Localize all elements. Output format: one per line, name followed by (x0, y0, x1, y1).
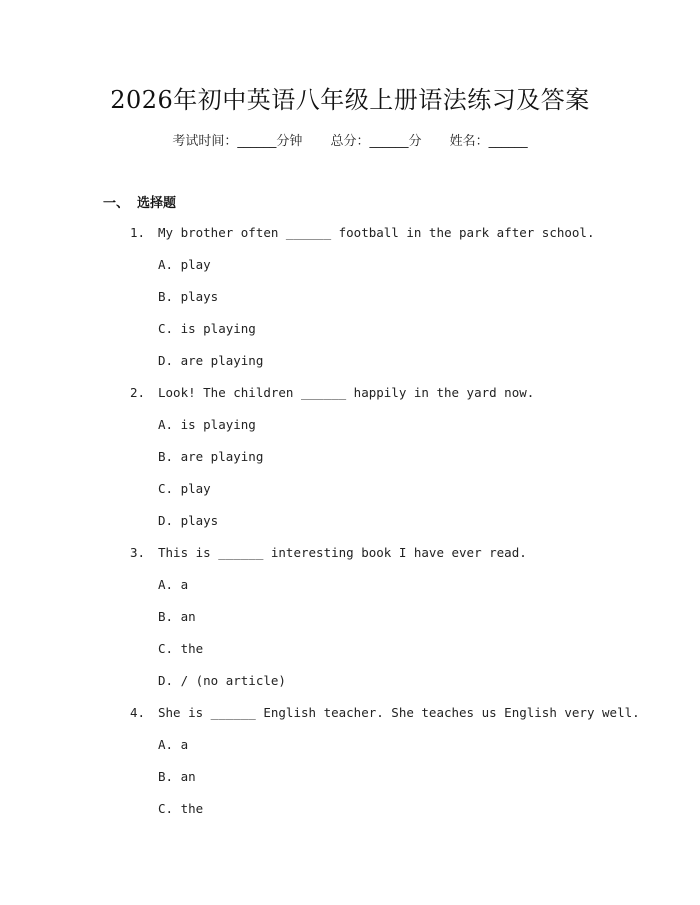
exam-meta (0, 130, 700, 149)
question-stem (0, 704, 700, 736)
option-label: A. play (158, 257, 211, 272)
question-number: 3. (130, 545, 146, 560)
answer-option (0, 448, 700, 480)
answer-option (0, 736, 700, 768)
option-label: A. is playing (158, 417, 256, 432)
question-text: This is ______ interesting book I have ever read. (158, 545, 527, 560)
section-heading (103, 192, 176, 211)
question-number: 1. (130, 225, 146, 240)
option-label: C. play (158, 481, 211, 496)
option-label: B. are playing (158, 449, 264, 464)
option-label: A. a (158, 737, 189, 752)
question-text: Look! The children ______ happily in the yard now. (158, 385, 535, 400)
question-stem (0, 384, 700, 416)
option-label: D. plays (158, 513, 219, 528)
question-text: My brother often ______ football in the park after school. (158, 225, 595, 240)
answer-option (0, 480, 700, 512)
answer-option (0, 640, 700, 672)
question-list (0, 224, 700, 832)
question-number: 2. (130, 385, 146, 400)
option-label: C. the (158, 641, 204, 656)
option-label: C. the (158, 801, 204, 816)
answer-option (0, 672, 700, 704)
question-text: She is ______ English teacher. She teaches us English very well. (158, 705, 640, 720)
answer-option (0, 608, 700, 640)
section-number: 一、 (103, 196, 130, 211)
question-stem (0, 224, 700, 256)
option-label: B. plays (158, 289, 219, 304)
question-stem (0, 544, 700, 576)
total-score-field: 总分：______分 (330, 134, 422, 149)
name-field: 姓名：______ (449, 134, 528, 149)
exam-time-field: 考试时间：______分钟 (172, 134, 303, 149)
answer-option (0, 512, 700, 544)
option-label: B. an (158, 769, 196, 784)
answer-option (0, 800, 700, 832)
answer-option (0, 416, 700, 448)
question-number: 4. (130, 705, 146, 720)
option-label: C. is playing (158, 321, 256, 336)
option-label: A. a (158, 577, 189, 592)
section-title: 选择题 (137, 196, 177, 211)
answer-option (0, 352, 700, 384)
answer-option (0, 288, 700, 320)
page-title: 2026年初中英语八年级上册语法练习及答案 (110, 86, 590, 114)
answer-option (0, 256, 700, 288)
option-label: B. an (158, 609, 196, 624)
option-label: D. / (no article) (158, 673, 286, 688)
option-label: D. are playing (158, 353, 264, 368)
answer-option (0, 768, 700, 800)
answer-option (0, 576, 700, 608)
answer-option (0, 320, 700, 352)
